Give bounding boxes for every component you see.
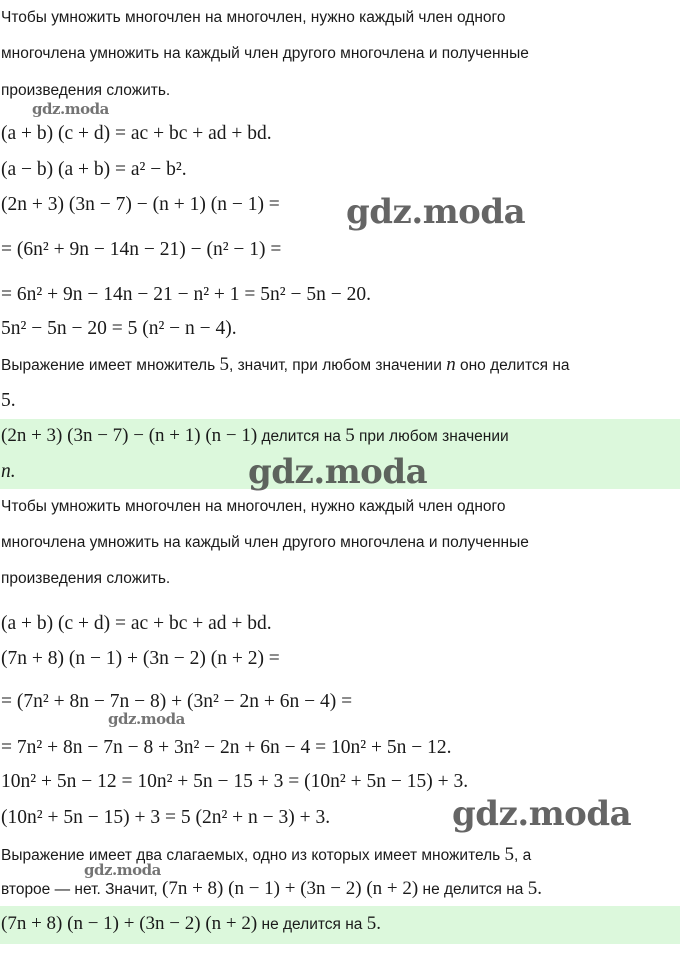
step-1: (2n + 3) (3n − 7) − (n + 1) (n − 1) = <box>1 194 280 215</box>
watermark-logo: gdz.moda <box>32 100 109 118</box>
conclusion-2a: Выражение имеет два слагаемых, одно из которых имеет множитель 5, а <box>1 844 532 865</box>
watermark-logo: gdz.moda <box>452 794 632 834</box>
step-2-4: 10n² + 5n − 12 = 10n² + 5n − 15 + 3 = (10n² + 5n − 15) + 3. <box>1 771 469 792</box>
formula-difference-squares: (a − b) (a + b) = a² − b². <box>1 159 187 180</box>
intro-text-1c: произведения сложить. <box>1 82 171 99</box>
conclusion-2b: второе — нет. Значит, (7n + 8) (n − 1) + (3n − 2) (n + 2) не делится на 5. <box>1 878 542 899</box>
intro-text-2a: Чтобы умножить многочлен на многочлен, нужно каждый член одного <box>1 498 506 515</box>
step-2-5: (10n² + 5n − 15) + 3 = 5 (2n² + n − 3) + 3. <box>1 807 331 828</box>
intro-text-1b: многочлена умножить на каждый член другого многочлена и полученные <box>1 45 529 62</box>
answer-1: (2n + 3) (3n − 7) − (n + 1) (n − 1) делится на 5 при любом значении <box>1 425 509 446</box>
conclusion-1-end: 5. <box>1 390 16 411</box>
step-2: = (6n² + 9n − 14n − 21) − (n² − 1) = <box>1 239 282 260</box>
answer-1-end: n. <box>1 461 16 482</box>
watermark-logo: gdz.moda <box>84 861 161 879</box>
step-2-2: = (7n² + 8n − 7n − 8) + (3n² − 2n + 6n − 4) = <box>1 691 353 712</box>
formula-product-rule-1: (a + b) (c + d) = ac + bc + ad + bd. <box>1 123 272 144</box>
watermark-logo: gdz.moda <box>346 192 526 232</box>
watermark-logo: gdz.moda <box>248 452 428 492</box>
formula-product-rule-2: (a + b) (c + d) = ac + bc + ad + bd. <box>1 613 272 634</box>
step-4: 5n² − 5n − 20 = 5 (n² − n − 4). <box>1 318 237 339</box>
step-2-3: = 7n² + 8n − 7n − 8 + 3n² − 2n + 6n − 4 = 10n² + 5n − 12. <box>1 737 452 758</box>
intro-text-1a: Чтобы умножить многочлен на многочлен, нужно каждый член одного <box>1 9 506 26</box>
step-3: = 6n² + 9n − 14n − 21 − n² + 1 = 5n² − 5n − 20. <box>1 284 372 305</box>
conclusion-1: Выражение имеет множитель 5, значит, при любом значении n оно делится на <box>1 354 570 375</box>
watermark-logo: gdz.moda <box>108 710 185 728</box>
intro-text-2b: многочлена умножить на каждый член другого многочлена и полученные <box>1 534 529 551</box>
step-2-1: (7n + 8) (n − 1) + (3n − 2) (n + 2) = <box>1 648 280 669</box>
intro-text-2c: произведения сложить. <box>1 570 171 587</box>
answer-2: (7n + 8) (n − 1) + (3n − 2) (n + 2) не делится на 5. <box>1 913 381 934</box>
